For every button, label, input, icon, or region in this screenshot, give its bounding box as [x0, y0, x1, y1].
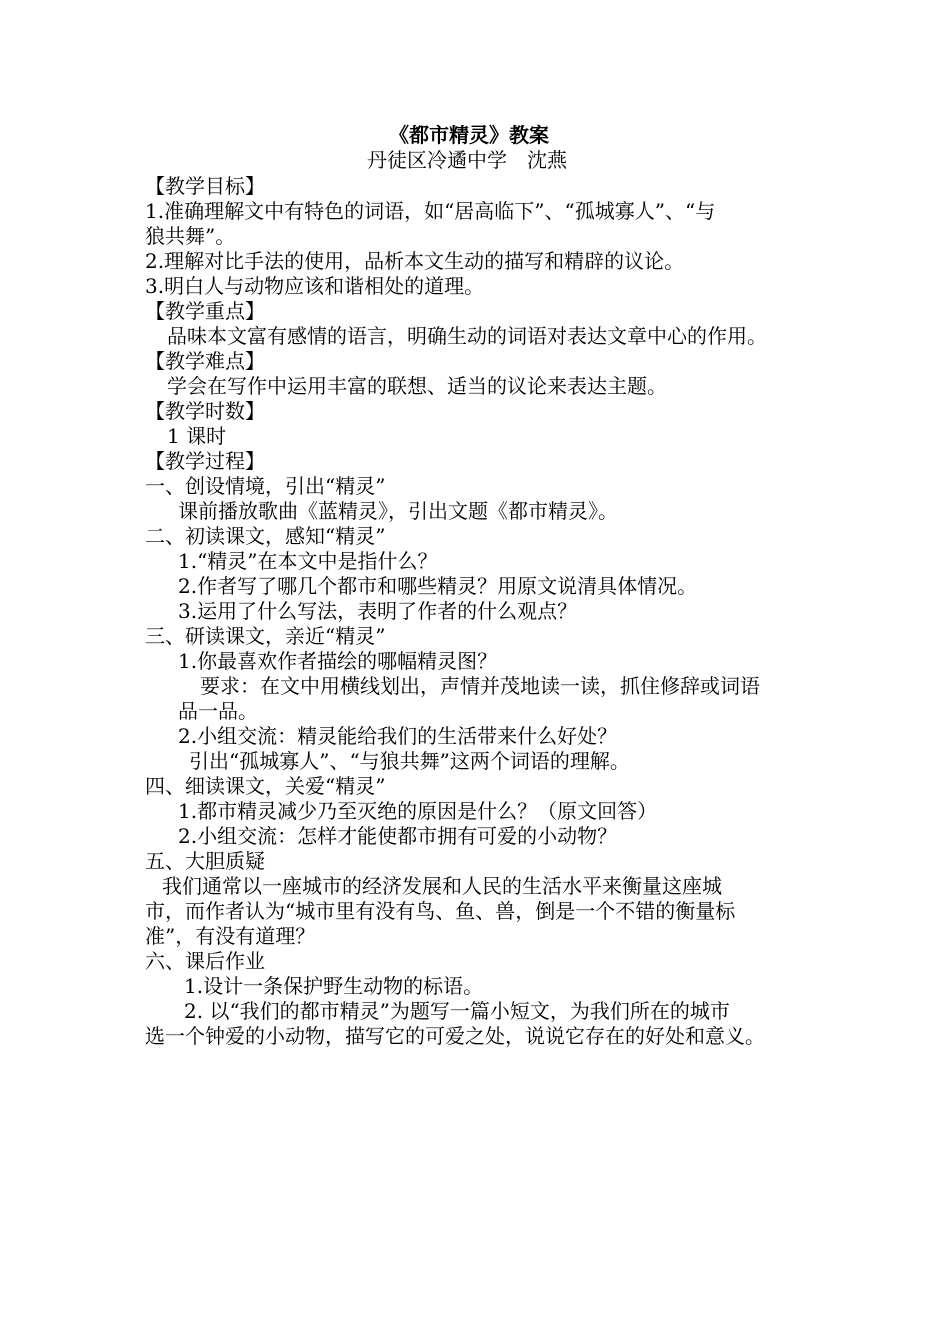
paragraph-line: 2.作者写了哪几个都市和哪些精灵？用原文说清具体情况。: [178, 574, 698, 598]
paragraph-line: 品一品。: [178, 699, 258, 723]
paragraph-line: 2.小组交流：怎样才能使都市拥有可爱的小动物？: [178, 824, 618, 848]
step-heading: 六、课后作业: [145, 949, 265, 973]
step-heading: 四、细读课文，关爱“精灵”: [145, 774, 386, 798]
paragraph-line: 狼共舞”。: [145, 224, 236, 248]
step-heading: 二、初读课文，感知“精灵”: [145, 524, 386, 548]
paragraph-line: 学会在写作中运用丰富的联想、适当的议论来表达主题。: [167, 374, 667, 398]
paragraph-line: 课前播放歌曲《蓝精灵》，引出文题《都市精灵》。: [178, 499, 618, 523]
section-heading-objectives: 【教学目标】: [145, 174, 265, 198]
paragraph-line: 选一个钟爱的小动物，描写它的可爱之处，说说它存在的好处和意义。: [145, 1024, 765, 1048]
paragraph-line: 1 课时: [167, 424, 227, 448]
author-line: 丹徒区冷遹中学 沈燕: [367, 148, 567, 172]
paragraph-line: 1.设计一条保护野生动物的标语。: [184, 974, 484, 998]
paragraph-line: 2. 以“我们的都市精灵”为题写一篇小短文，为我们所在的城市: [184, 999, 730, 1023]
paragraph-line: 1.都市精灵减少乃至灭绝的原因是什么？（原文回答）: [178, 799, 658, 823]
paragraph-line: 1.“精灵”在本文中是指什么？: [178, 549, 438, 573]
paragraph-line: 准”，有没有道理？: [145, 924, 316, 948]
paragraph-line: 市，而作者认为“城市里有没有鸟、鱼、兽，倒是一个不错的衡量标: [145, 899, 736, 923]
section-heading-hours: 【教学时数】: [145, 399, 265, 423]
section-heading-key-points: 【教学重点】: [145, 299, 265, 323]
paragraph-line: 2.小组交流：精灵能给我们的生活带来什么好处？: [178, 724, 618, 748]
step-heading: 五、大胆质疑: [145, 849, 265, 873]
section-heading-difficulties: 【教学难点】: [145, 349, 265, 373]
paragraph-line: 1.准确理解文中有特色的词语，如“居高临下”、“孤城寡人”、“与: [145, 199, 716, 223]
step-heading: 一、创设情境，引出“精灵”: [145, 474, 386, 498]
paragraph-line: 要求：在文中用横线划出，声情并茂地读一读，抓住修辞或词语: [200, 674, 760, 698]
paragraph-line: 品味本文富有感情的语言，明确生动的词语对表达文章中心的作用。: [167, 324, 767, 348]
paragraph-line: 3.运用了什么写法，表明了作者的什么观点？: [178, 599, 578, 623]
paragraph-line: 2.理解对比手法的使用，品析本文生动的描写和精辟的议论。: [145, 249, 685, 273]
document-title: 《都市精灵》教案: [389, 123, 549, 147]
paragraph-line: 引出“孤城寡人”、“与狼共舞”这两个词语的理解。: [189, 749, 630, 773]
paragraph-line: 3.明白人与动物应该和谐相处的道理。: [145, 274, 485, 298]
step-heading: 三、研读课文，亲近“精灵”: [145, 624, 386, 648]
paragraph-line: 1.你最喜欢作者描绘的哪幅精灵图？: [178, 649, 498, 673]
paragraph-line: 我们通常以一座城市的经济发展和人民的生活水平来衡量这座城: [162, 874, 722, 898]
section-heading-process: 【教学过程】: [145, 449, 265, 473]
